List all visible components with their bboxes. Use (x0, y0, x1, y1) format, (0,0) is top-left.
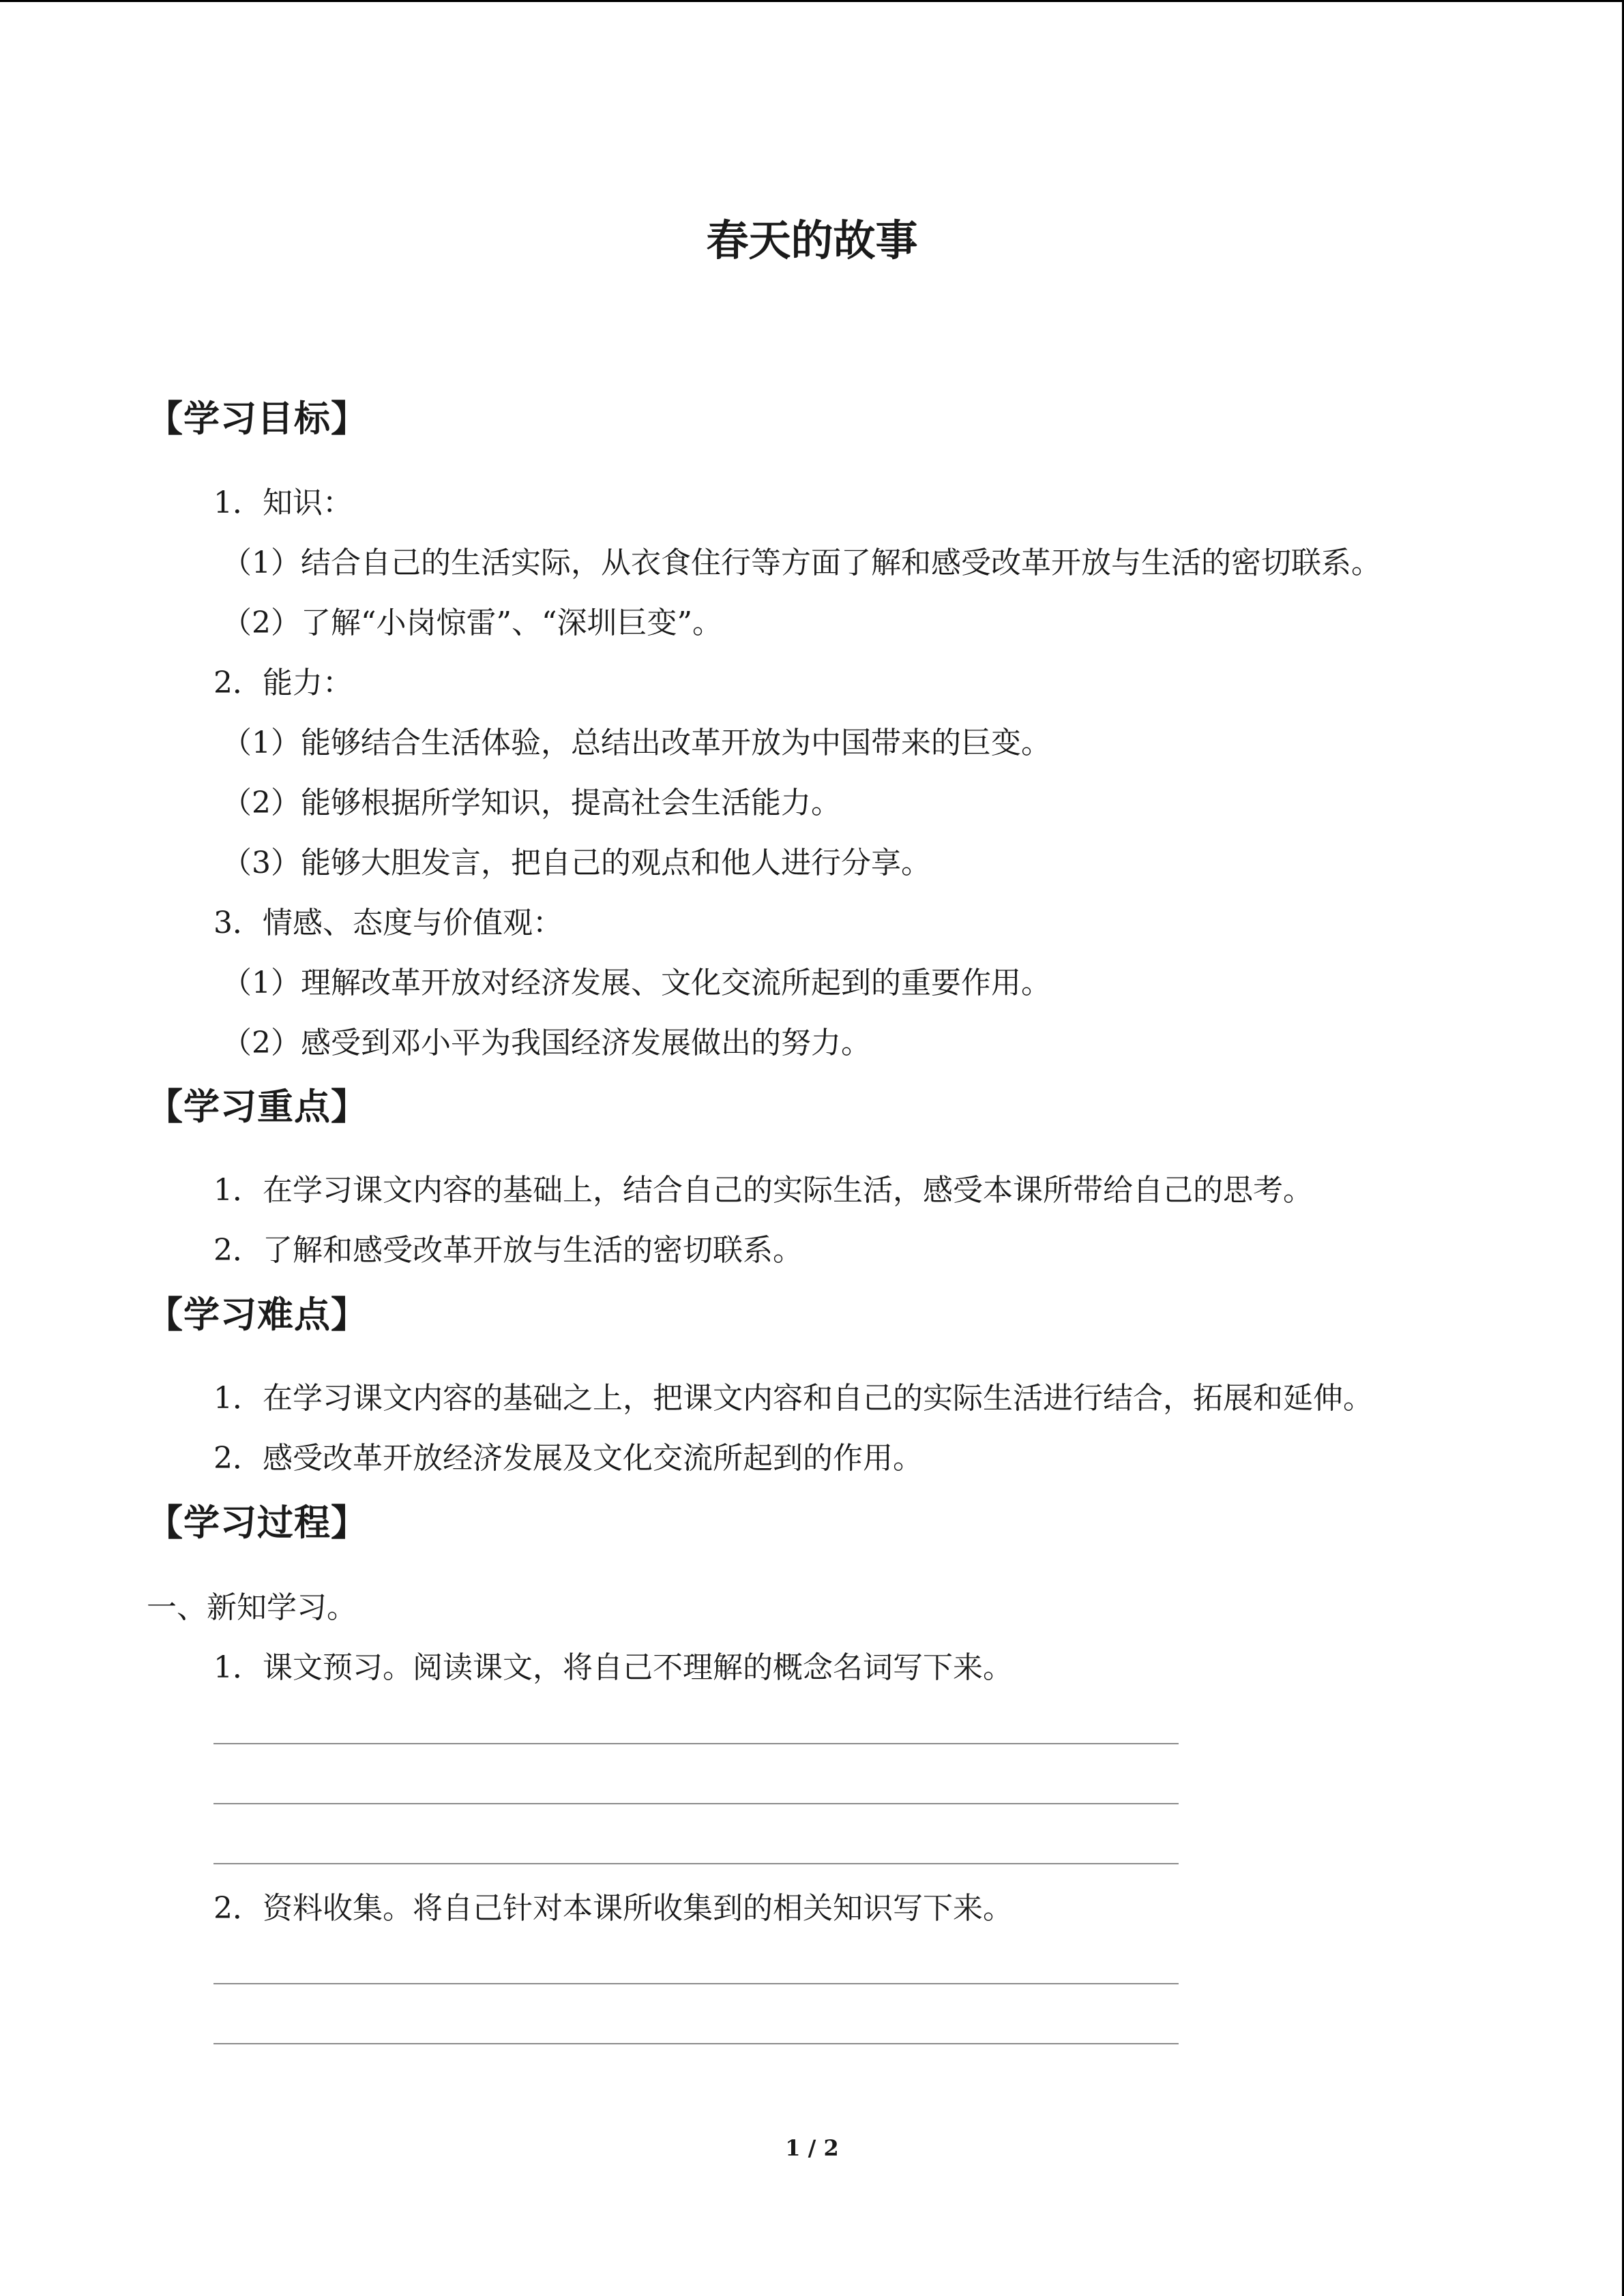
answer-line[interactable] (213, 1983, 1179, 1984)
answer-line[interactable] (213, 1743, 1179, 1744)
section-heading-key-points: 【学习重点】 (147, 1086, 368, 1128)
process-task-2: 2．资料收集。将自己针对本课所收集到的相关知识写下来。 (213, 1891, 1013, 1926)
page-title: 春天的故事 (706, 215, 918, 265)
goal-knowledge-item-1: （1）结合自己的生活实际，从衣食住行等方面了解和感受改革开放与生活的密切联系。 (222, 546, 1381, 580)
process-part-1: 一、新知学习。 (147, 1590, 357, 1625)
goal-knowledge-label: 1．知识： (213, 486, 353, 520)
goal-ability-item-3: （3）能够大胆发言，把自己的观点和他人进行分享。 (222, 846, 931, 880)
goal-emotion-item-2: （2）感受到邓小平为我国经济发展做出的努力。 (222, 1026, 871, 1060)
difficulty-item-2: 2．感受改革开放经济发展及文化交流所起到的作用。 (213, 1441, 923, 1476)
goal-ability-label: 2．能力： (213, 666, 353, 700)
top-border (0, 0, 1624, 2)
goal-knowledge-item-2: （2）了解“小岗惊雷”、“深圳巨变”。 (222, 606, 722, 640)
goal-ability-item-2: （2）能够根据所学知识，提高社会生活能力。 (222, 786, 841, 820)
key-point-item-2: 2．了解和感受改革开放与生活的密切联系。 (213, 1233, 803, 1268)
page-number: 1 / 2 (785, 2135, 839, 2161)
goal-emotion-label: 3．情感、态度与价值观： (213, 906, 563, 940)
goal-ability-item-1: （1）能够结合生活体验，总结出改革开放为中国带来的巨变。 (222, 726, 1051, 760)
answer-line[interactable] (213, 2043, 1179, 2044)
answer-line[interactable] (213, 1803, 1179, 1804)
section-heading-goals: 【学习目标】 (147, 398, 368, 440)
goal-emotion-item-1: （1）理解改革开放对经济发展、文化交流所起到的重要作用。 (222, 966, 1051, 1000)
answer-line[interactable] (213, 1863, 1179, 1864)
process-task-1: 1．课文预习。阅读课文，将自己不理解的概念名词写下来。 (213, 1650, 1013, 1685)
key-point-item-1: 1．在学习课文内容的基础上，结合自己的实际生活，感受本课所带给自己的思考。 (213, 1173, 1313, 1208)
section-heading-process: 【学习过程】 (147, 1502, 368, 1544)
difficulty-item-1: 1．在学习课文内容的基础之上，把课文内容和自己的实际生活进行结合，拓展和延伸。 (213, 1381, 1373, 1416)
section-heading-difficulties: 【学习难点】 (147, 1294, 368, 1336)
